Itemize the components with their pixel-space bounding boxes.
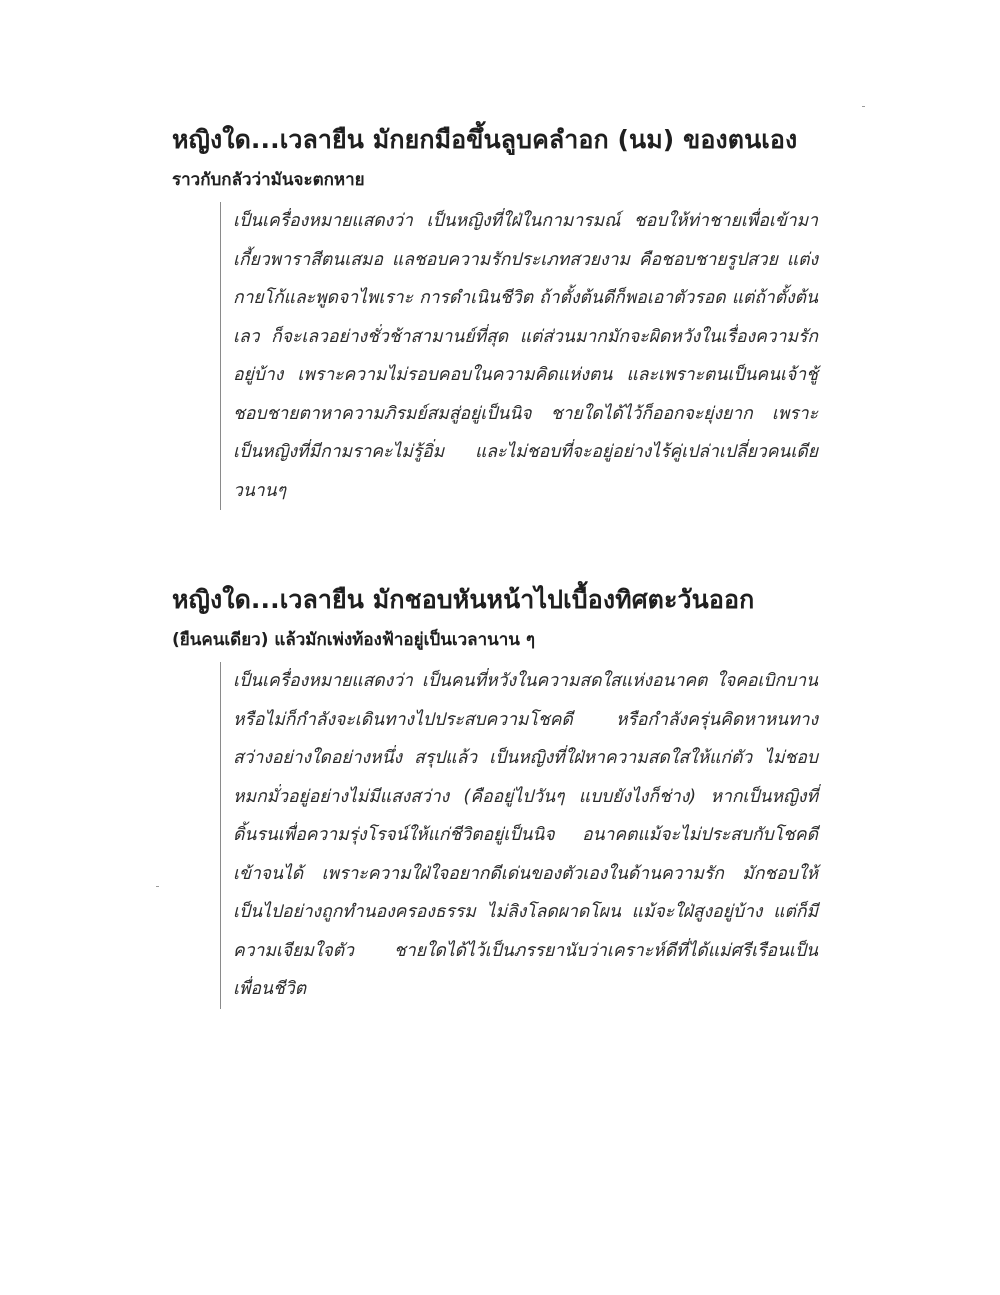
section-heading: หญิงใด...เวลายืน มักชอบหันหน้าไปเบื้องทิศตะวันออก (172, 585, 755, 614)
section-body-block (220, 202, 818, 510)
section-standing-touch-chest (172, 118, 822, 510)
section-body-block (220, 662, 818, 1009)
section-body-text: เป็นเครื่องหมายแสดงว่า เป็นหญิงที่ใฝ่ในกามารมณ์ ชอบให้ท่าชายเพื่อเข้ามาเกี้ยวพาราสีตนเสมอ แลชอบความรักประเภทสวยงาม คือชอบชายรูปสวย แต่งกายโก้และพูดจาไพเราะ การดำเนินชีวิต ถ้าตั้งต้นดีก็พอเอาตัวรอด แต่ถ้าตั้งต้นเลว ก็จะเลวอย่างชั่วช้าสามานย์ที่สุด แต่ส่วนมากมักจะผิดหวังในเรื่องความรักอยู่บ้าง เพราะความไม่รอบคอบในความคิดแห่งตน และเพราะตนเป็นคนเจ้าชู้ ชอบชายตาหาความภิรมย์สมสู่อยู่เป็นนิจ ชายใดได้ไว้ก็ออกจะยุ่งยาก เพราะเป็นหญิงที่มีกามราคะไม่รู้อิ่ม และไม่ชอบที่จะอยู่อย่างไร้คู่เปล่าเปลี่ยวคนเดียวนานๆ (233, 211, 818, 501)
section-body-text: เป็นเครื่องหมายแสดงว่า เป็นคนที่หวังในความสดใสแห่งอนาคต ใจคอเบิกบาน หรือไม่ก็กำลังจะเดินทางไปประสบความโชคดี หรือกำลังครุ่นคิดหาหนทางสว่างอย่างใดอย่างหนึ่ง สรุปแล้ว เป็นหญิงที่ใฝ่หาความสดใสให้แก่ตัว ไม่ชอบหมกมั่วอยู่อย่างไม่มีแสงสว่าง (คืออยู่ไปวันๆ แบบยังไงก็ช่าง) หากเป็นหญิงที่ดิ้นรนเพื่อความรุ่งโรจน์ให้แก่ชีวิตอยู่เป็นนิจ อนาคตแม้จะไม่ประสบกับโชคดีเข้าจนได้ เพราะความใฝ่ใจอยากดีเด่นของตัวเองในด้านความรัก มักชอบให้เป็นไปอย่างถูกทำนองครองธรรม ไม่ลิงโลดผาดโผน แม้จะใฝ่สูงอยู่บ้าง แต่ก็มีความเจียมใจตัว ชายใดได้ไว้เป็นภรรยานับว่าเคราะห์ดีที่ได้แม่ศรีเรือนเป็นเพื่อนชีวิต (233, 671, 818, 999)
scan-speck (862, 106, 865, 107)
scan-speck (156, 886, 159, 887)
section-subheading: ราวกับกลัวว่ามันจะตกหาย (172, 170, 365, 190)
section-heading: หญิงใด...เวลายืน มักยกมือขึ้นลูบคลำอก (นม) ของตนเอง (172, 125, 798, 154)
section-standing-face-east (172, 578, 822, 1009)
section-subheading: (ยืนคนเดียว) แล้วมักเพ่งท้องฟ้าอยู่เป็นเวลานาน ๆ (172, 630, 535, 650)
